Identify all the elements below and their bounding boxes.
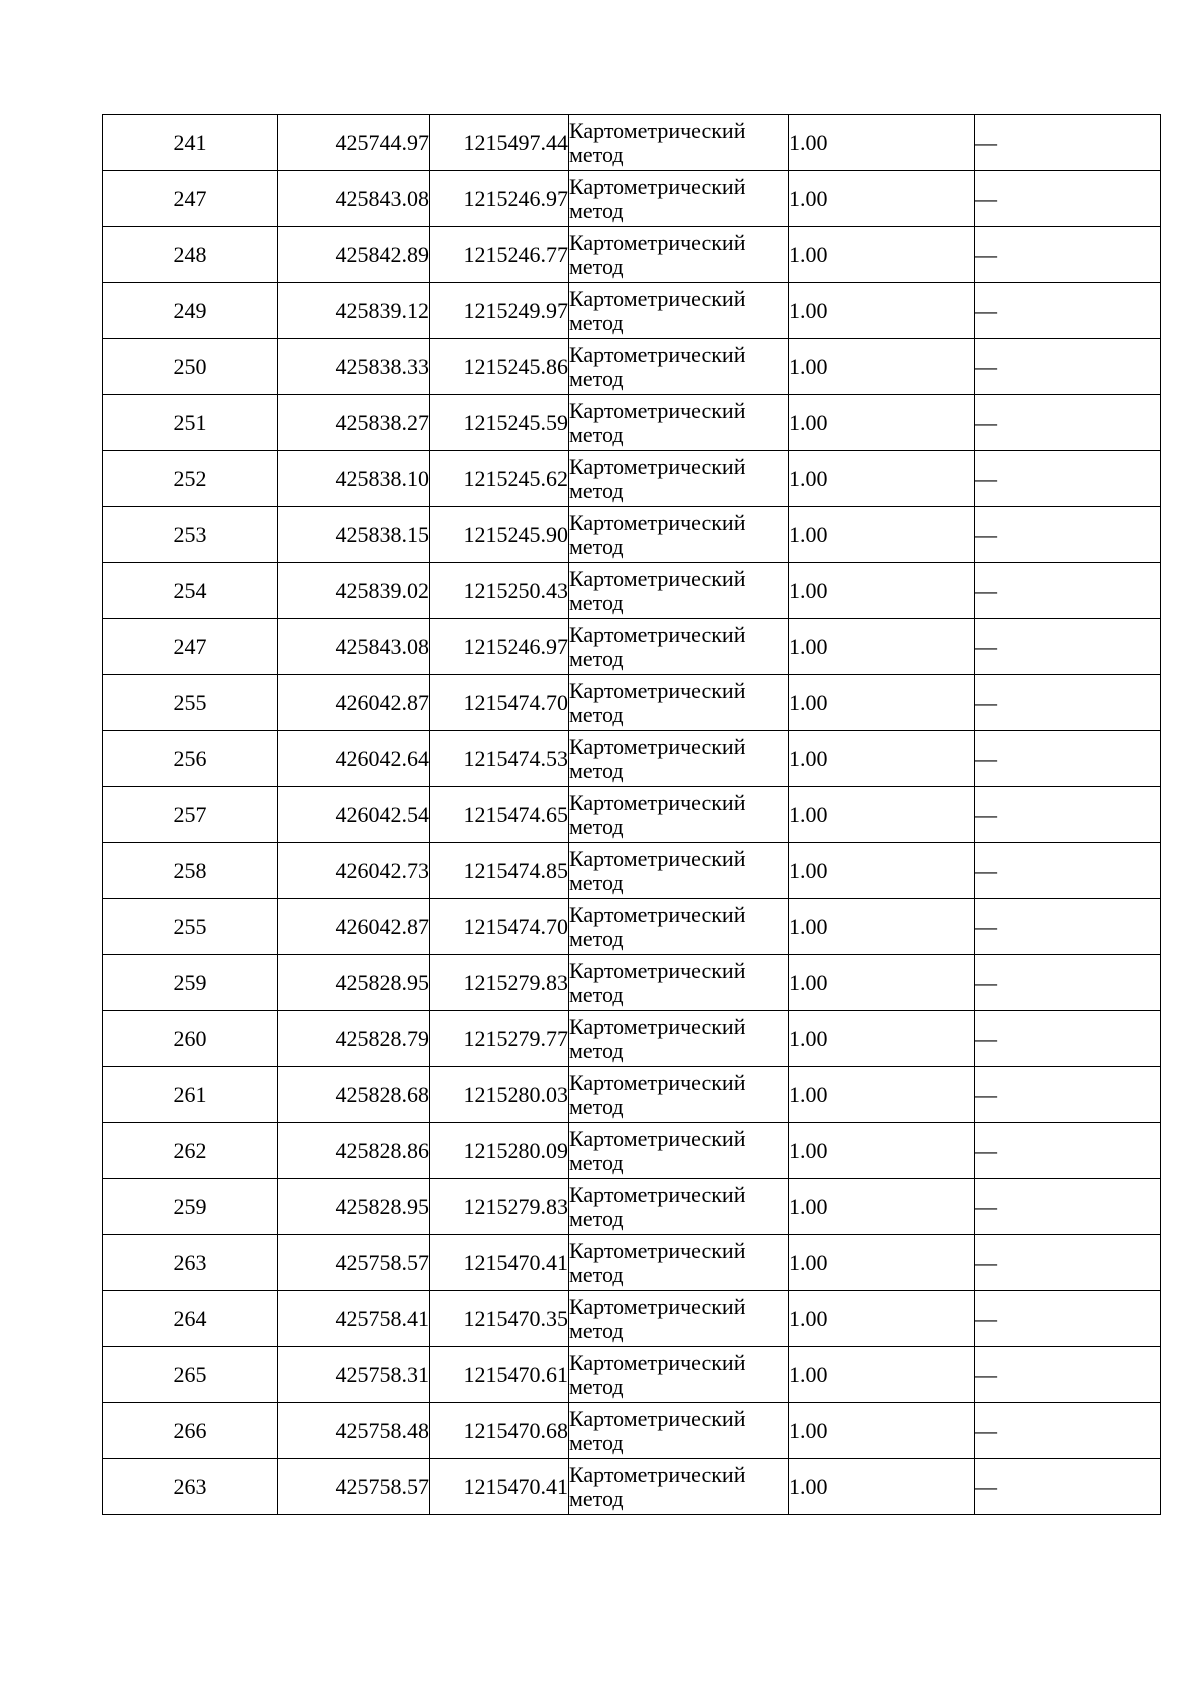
table-row [103,395,1161,451]
table-row [103,171,1161,227]
accuracy-cell: 1.00 [789,1235,975,1291]
table-row [103,1011,1161,1067]
point-number-cell: 257 [103,787,278,843]
method-cell [569,1067,789,1123]
description-cell [975,843,1161,899]
dash-text: — [975,801,997,827]
method-cell [569,619,789,675]
method-text-line: Картометрический [569,901,746,927]
method-text-line: метод [569,813,624,839]
method-text-line: Картометрический [569,1125,746,1151]
dash-text: — [975,969,997,995]
y-coordinate-cell: 1215279.77 [430,1011,569,1067]
x-coordinate-cell: 425828.86 [278,1123,430,1179]
accuracy-cell: 1.00 [789,563,975,619]
y-coordinate-cell: 1215246.97 [430,171,569,227]
accuracy-cell: 1.00 [789,1291,975,1347]
method-text-line: Картометрический [569,565,746,591]
x-coordinate-cell: 425828.95 [278,1179,430,1235]
accuracy-cell: 1.00 [789,115,975,171]
dash-text: — [975,913,997,939]
method-cell [569,115,789,171]
x-coordinate-cell: 426042.64 [278,731,430,787]
point-number-cell: 262 [103,1123,278,1179]
table-row [103,1347,1161,1403]
point-number-cell: 263 [103,1459,278,1515]
description-cell [975,1011,1161,1067]
point-number-cell: 251 [103,395,278,451]
y-coordinate-cell: 1215280.09 [430,1123,569,1179]
dash-text: — [975,1137,997,1163]
point-number-cell: 247 [103,171,278,227]
method-text-line: метод [569,421,624,447]
dash-text: — [975,297,997,323]
point-number-cell: 248 [103,227,278,283]
description-cell [975,451,1161,507]
description-cell [975,619,1161,675]
method-text-line: Картометрический [569,285,746,311]
method-text-line: метод [569,1429,624,1455]
description-cell [975,563,1161,619]
dash-text: — [975,241,997,267]
y-coordinate-cell: 1215250.43 [430,563,569,619]
table-row [103,115,1161,171]
table-row [103,339,1161,395]
point-number-cell: 266 [103,1403,278,1459]
table-row [103,843,1161,899]
method-text-line: Картометрический [569,117,746,143]
description-cell [975,339,1161,395]
description-cell [975,787,1161,843]
x-coordinate-cell: 425838.15 [278,507,430,563]
accuracy-cell: 1.00 [789,395,975,451]
method-cell [569,451,789,507]
point-number-cell: 241 [103,115,278,171]
dash-text: — [975,857,997,883]
description-cell [975,395,1161,451]
point-number-cell: 258 [103,843,278,899]
method-text-line: Картометрический [569,397,746,423]
dash-text: — [975,1417,997,1443]
y-coordinate-cell: 1215474.70 [430,899,569,955]
y-coordinate-cell: 1215470.35 [430,1291,569,1347]
method-cell [569,227,789,283]
method-text-line: Картометрический [569,1069,746,1095]
x-coordinate-cell: 426042.87 [278,675,430,731]
x-coordinate-cell: 425828.68 [278,1067,430,1123]
method-cell [569,1235,789,1291]
table-row [103,283,1161,339]
accuracy-cell: 1.00 [789,1179,975,1235]
y-coordinate-cell: 1215279.83 [430,1179,569,1235]
method-cell [569,1347,789,1403]
accuracy-cell: 1.00 [789,227,975,283]
x-coordinate-cell: 426042.87 [278,899,430,955]
dash-text: — [975,185,997,211]
accuracy-cell: 1.00 [789,507,975,563]
y-coordinate-cell: 1215470.61 [430,1347,569,1403]
point-number-cell: 250 [103,339,278,395]
x-coordinate-cell: 425758.41 [278,1291,430,1347]
method-text-line: метод [569,365,624,391]
method-cell [569,563,789,619]
accuracy-cell: 1.00 [789,955,975,1011]
method-cell [569,1459,789,1515]
method-text-line: метод [569,533,624,559]
y-coordinate-cell: 1215245.62 [430,451,569,507]
method-text-line: метод [569,1485,624,1511]
method-cell [569,283,789,339]
point-number-cell: 255 [103,899,278,955]
method-cell [569,395,789,451]
x-coordinate-cell: 425758.57 [278,1459,430,1515]
dash-text: — [975,1025,997,1051]
x-coordinate-cell: 425838.10 [278,451,430,507]
table-row [103,1179,1161,1235]
y-coordinate-cell: 1215280.03 [430,1067,569,1123]
point-number-cell: 259 [103,1179,278,1235]
dash-text: — [975,521,997,547]
accuracy-cell: 1.00 [789,843,975,899]
x-coordinate-cell: 425839.02 [278,563,430,619]
y-coordinate-cell: 1215279.83 [430,955,569,1011]
dash-text: — [975,1249,997,1275]
method-text-line: Картометрический [569,1461,746,1487]
accuracy-cell: 1.00 [789,1123,975,1179]
description-cell [975,1459,1161,1515]
description-cell [975,1123,1161,1179]
dash-text: — [975,129,997,155]
method-text-line: Картометрический [569,677,746,703]
y-coordinate-cell: 1215474.85 [430,843,569,899]
method-text-line: Картометрический [569,341,746,367]
method-text-line: метод [569,197,624,223]
dash-text: — [975,409,997,435]
accuracy-cell: 1.00 [789,787,975,843]
method-text-line: метод [569,757,624,783]
description-cell [975,171,1161,227]
x-coordinate-cell: 425758.31 [278,1347,430,1403]
y-coordinate-cell: 1215249.97 [430,283,569,339]
description-cell [975,1179,1161,1235]
description-cell [975,899,1161,955]
point-number-cell: 252 [103,451,278,507]
description-cell [975,1235,1161,1291]
x-coordinate-cell: 425839.12 [278,283,430,339]
table-row [103,955,1161,1011]
method-cell [569,1291,789,1347]
description-cell [975,507,1161,563]
y-coordinate-cell: 1215245.90 [430,507,569,563]
y-coordinate-cell: 1215245.86 [430,339,569,395]
dash-text: — [975,1361,997,1387]
dash-text: — [975,689,997,715]
method-text-line: Картометрический [569,1349,746,1375]
dash-text: — [975,1081,997,1107]
point-number-cell: 256 [103,731,278,787]
point-number-cell: 260 [103,1011,278,1067]
dash-text: — [975,353,997,379]
y-coordinate-cell: 1215474.65 [430,787,569,843]
dash-text: — [975,745,997,771]
x-coordinate-cell: 425828.79 [278,1011,430,1067]
description-cell [975,1403,1161,1459]
dash-text: — [975,577,997,603]
method-cell [569,1123,789,1179]
table-row [103,1403,1161,1459]
description-cell [975,1067,1161,1123]
dash-text: — [975,465,997,491]
accuracy-cell: 1.00 [789,1347,975,1403]
point-number-cell: 254 [103,563,278,619]
method-cell [569,1011,789,1067]
y-coordinate-cell: 1215470.41 [430,1459,569,1515]
method-text-line: Картометрический [569,1405,746,1431]
point-number-cell: 247 [103,619,278,675]
point-number-cell: 259 [103,955,278,1011]
method-text-line: метод [569,1093,624,1119]
table-row [103,675,1161,731]
x-coordinate-cell: 425758.48 [278,1403,430,1459]
x-coordinate-cell: 425838.33 [278,339,430,395]
table-row [103,1067,1161,1123]
accuracy-cell: 1.00 [789,1011,975,1067]
method-cell [569,339,789,395]
accuracy-cell: 1.00 [789,283,975,339]
method-cell [569,1403,789,1459]
method-cell [569,843,789,899]
method-text-line: метод [569,1317,624,1343]
method-cell [569,675,789,731]
coordinates-table [102,114,1161,1515]
method-text-line: Картометрический [569,453,746,479]
description-cell [975,1291,1161,1347]
x-coordinate-cell: 425842.89 [278,227,430,283]
method-text-line: Картометрический [569,789,746,815]
method-text-line: Картометрический [569,1293,746,1319]
y-coordinate-cell: 1215470.68 [430,1403,569,1459]
method-text-line: Картометрический [569,1181,746,1207]
description-cell [975,115,1161,171]
point-number-cell: 265 [103,1347,278,1403]
table-row [103,507,1161,563]
accuracy-cell: 1.00 [789,171,975,227]
description-cell [975,1347,1161,1403]
point-number-cell: 264 [103,1291,278,1347]
x-coordinate-cell: 426042.54 [278,787,430,843]
point-number-cell: 263 [103,1235,278,1291]
table-row [103,1459,1161,1515]
method-cell [569,731,789,787]
method-text-line: Картометрический [569,845,746,871]
method-text-line: Картометрический [569,229,746,255]
y-coordinate-cell: 1215245.59 [430,395,569,451]
accuracy-cell: 1.00 [789,899,975,955]
accuracy-cell: 1.00 [789,1067,975,1123]
dash-text: — [975,633,997,659]
method-text-line: метод [569,1261,624,1287]
method-text-line: метод [569,253,624,279]
method-text-line: метод [569,477,624,503]
table-row [103,787,1161,843]
description-cell [975,955,1161,1011]
table-row [103,1235,1161,1291]
method-text-line: метод [569,1205,624,1231]
method-text-line: Картометрический [569,733,746,759]
x-coordinate-cell: 426042.73 [278,843,430,899]
method-cell [569,955,789,1011]
table-row [103,1123,1161,1179]
method-text-line: Картометрический [569,957,746,983]
method-text-line: метод [569,1149,624,1175]
point-number-cell: 249 [103,283,278,339]
method-text-line: метод [569,589,624,615]
y-coordinate-cell: 1215497.44 [430,115,569,171]
method-text-line: Картометрический [569,1237,746,1263]
method-text-line: Картометрический [569,173,746,199]
table-row [103,619,1161,675]
dash-text: — [975,1305,997,1331]
accuracy-cell: 1.00 [789,339,975,395]
method-cell [569,507,789,563]
table-row [103,227,1161,283]
y-coordinate-cell: 1215474.53 [430,731,569,787]
accuracy-cell: 1.00 [789,619,975,675]
accuracy-cell: 1.00 [789,675,975,731]
point-number-cell: 261 [103,1067,278,1123]
accuracy-cell: 1.00 [789,451,975,507]
table-row [103,899,1161,955]
table-row [103,563,1161,619]
method-text-line: метод [569,869,624,895]
x-coordinate-cell: 425744.97 [278,115,430,171]
dash-text: — [975,1193,997,1219]
method-text-line: метод [569,925,624,951]
accuracy-cell: 1.00 [789,1459,975,1515]
method-text-line: Картометрический [569,621,746,647]
y-coordinate-cell: 1215474.70 [430,675,569,731]
description-cell [975,227,1161,283]
x-coordinate-cell: 425843.08 [278,619,430,675]
method-text-line: метод [569,141,624,167]
table-row [103,1291,1161,1347]
x-coordinate-cell: 425843.08 [278,171,430,227]
method-text-line: метод [569,1373,624,1399]
coordinates-table-body [103,115,1161,1515]
table-row [103,731,1161,787]
method-text-line: метод [569,981,624,1007]
method-text-line: Картометрический [569,509,746,535]
x-coordinate-cell: 425758.57 [278,1235,430,1291]
method-cell [569,787,789,843]
method-cell [569,171,789,227]
accuracy-cell: 1.00 [789,731,975,787]
method-text-line: метод [569,309,624,335]
y-coordinate-cell: 1215246.77 [430,227,569,283]
description-cell [975,283,1161,339]
x-coordinate-cell: 425838.27 [278,395,430,451]
point-number-cell: 253 [103,507,278,563]
method-text-line: метод [569,701,624,727]
dash-text: — [975,1473,997,1499]
description-cell [975,731,1161,787]
table-row [103,451,1161,507]
x-coordinate-cell: 425828.95 [278,955,430,1011]
method-cell [569,1179,789,1235]
point-number-cell: 255 [103,675,278,731]
method-cell [569,899,789,955]
y-coordinate-cell: 1215470.41 [430,1235,569,1291]
method-text-line: Картометрический [569,1013,746,1039]
y-coordinate-cell: 1215246.97 [430,619,569,675]
description-cell [975,675,1161,731]
accuracy-cell: 1.00 [789,1403,975,1459]
method-text-line: метод [569,645,624,671]
method-text-line: метод [569,1037,624,1063]
